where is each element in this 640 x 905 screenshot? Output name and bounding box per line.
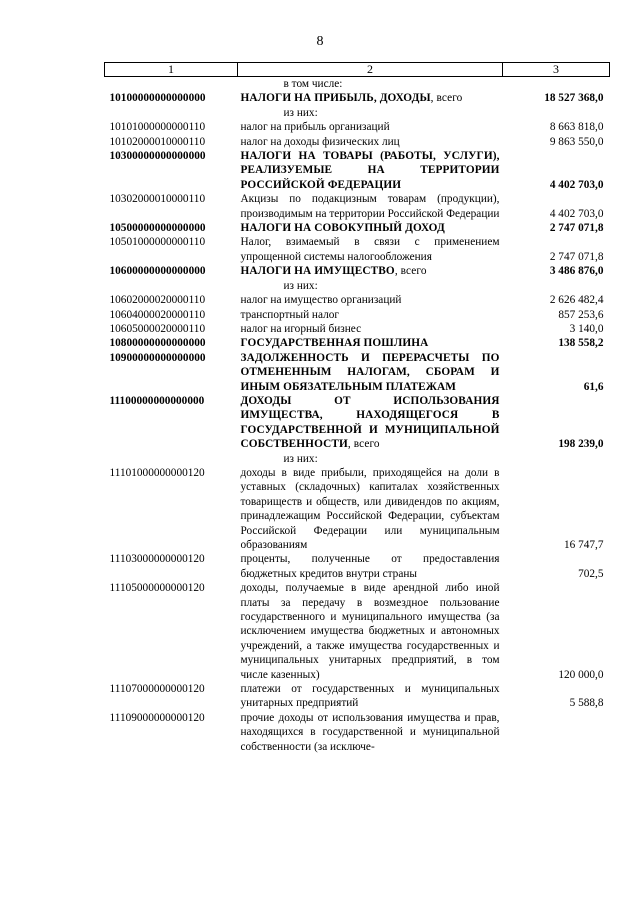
table-row [105,120,610,134]
row-name-cell [238,351,503,394]
row-name-cell [238,120,503,134]
row-code: 11100000000000000 [109,394,205,407]
row-name: налог на имущество организаций [240,294,402,307]
row-name-cell [238,552,503,581]
row-name-cell [238,135,503,149]
table-row [105,351,610,394]
row-name: Акцизы по подакцизным товарам (продукции), производимым на территории Российской Федерации [240,193,500,220]
row-name: прочие доходы от использования имущества и прав, находящихся в государственной и муниципальной собственности (за исключе- [240,711,500,753]
row-code: 10605000020000110 [109,322,206,335]
header-col-2: 2 [238,63,503,77]
row-name: проценты, полученные от предоставления бюджетных кредитов внутри страны [240,553,500,580]
row-name-cell [238,711,503,754]
subheading: из них: [283,452,318,465]
row-value: 702,5 [578,567,604,580]
row-value: 8 663 818,0 [549,121,604,134]
row-name: платежи от государственных и муниципальных унитарных предприятий [240,683,500,710]
table-row [105,711,610,754]
row-name: транспортный налог [240,308,340,321]
row-code: 10500000000000000 [109,222,206,235]
table-row [105,322,610,336]
row-name: налог на прибыль организаций [240,121,390,134]
row-name: НАЛОГИ НА СОВОКУПНЫЙ ДОХОД [240,222,445,235]
row-code: 10302000010000110 [109,193,206,206]
row-code: 10101000000000110 [109,121,206,134]
row-value: 16 747,7 [563,539,604,551]
row-name: налог на доходы физических лиц [240,135,400,148]
table-row [105,149,610,192]
row-value: 18 527 368,0 [544,92,604,105]
row-name-cell [238,149,503,192]
row-value: 198 239,0 [558,438,604,451]
row-value: 5 588,8 [569,697,604,710]
row-value: 138 558,2 [558,337,604,350]
row-name-cell [238,91,503,105]
table-header [105,63,610,77]
row-code: 11103000000000120 [109,553,205,566]
table-row [105,135,610,149]
row-code: 10102000010000110 [109,135,206,148]
header-col-3: 3 [503,63,610,77]
row-code: 11105000000000120 [109,582,205,595]
row-name-cell [238,682,503,711]
row-name-suffix: , всего [347,438,380,451]
table-row [105,264,610,278]
row-code: 10300000000000000 [109,150,206,163]
table-row [105,394,610,452]
row-value: 857 253,6 [558,308,604,321]
row-code: 10501000000000110 [109,236,206,249]
row-name: доходы в виде прибыли, приходящейся на доли в уставных (складочных) капиталах хозяйственных товариществ и обществ, или дивидендов по акциям, принадлежащим Российской Федерации, субъектам Российской Федерации или муниципальным образованиям [240,466,500,551]
row-name-cell [238,394,503,452]
row-name-cell [238,293,503,307]
row-name-cell [238,308,503,322]
top-note: в том числе: [283,78,343,90]
row-code: 11101000000000120 [109,466,205,479]
row-value: 3 140,0 [569,322,604,335]
row-name-suffix: , всего [394,265,427,278]
table-row [105,308,610,322]
row-code: 10800000000000000 [109,337,206,350]
row-name-cell [238,336,503,350]
subheading-row [105,279,610,293]
table-row [105,552,610,581]
row-name: ГОСУДАРСТВЕННАЯ ПОШЛИНА [240,337,429,350]
row-name-cell [238,466,503,552]
row-name-cell [238,235,503,264]
subheading: из них: [283,106,318,119]
page-number: 8 [316,34,324,49]
revenue-table [104,62,610,754]
header-col-1: 1 [105,63,238,77]
row-value: 4 402 703,0 [549,178,604,191]
subheading-row [105,106,610,120]
table-row [105,293,610,307]
row-name: НАЛОГИ НА ПРИБЫЛЬ, ДОХОДЫ [240,92,431,105]
table-row [105,336,610,350]
row-code: 11109000000000120 [109,711,205,724]
row-code: 10604000020000110 [109,308,206,321]
subheading-row [105,452,610,466]
row-name-cell [238,322,503,336]
table-row [105,91,610,105]
row-name: НАЛОГИ НА ТОВАРЫ (РАБОТЫ, УСЛУГИ), РЕАЛИЗУЕМЫЕ НА ТЕРРИТОРИИ РОССИЙСКОЙ ФЕДЕРАЦИИ [240,150,500,191]
table-row [105,581,610,682]
row-value: 120 000,0 [558,668,604,681]
table-row [105,235,610,264]
row-code: 10600000000000000 [109,265,206,278]
table-row [105,682,610,711]
row-name-cell [238,264,503,278]
row-code: 10100000000000000 [109,92,206,105]
row-name: НАЛОГИ НА ИМУЩЕСТВО [240,265,395,278]
table-body [105,77,610,755]
row-name-suffix: , всего [430,92,463,105]
subheading: из них: [283,279,318,292]
row-code: 10602000020000110 [109,294,206,307]
row-value: 2 747 071,8 [549,222,604,235]
row-value: 3 486 876,0 [549,265,604,278]
row-name: доходы, получаемые в виде арендной либо иной платы за передачу в возмездное пользование государственного и муниципального имущества (за исключением имущества бюджетных и автономных учреждений, а также имущества государственных и муниципальных унитарных предприятий, в том числе казенных) [240,582,500,681]
row-name-cell [238,581,503,682]
row-code: 10900000000000000 [109,351,206,364]
row-value: 4 402 703,0 [549,207,604,220]
table-row [105,192,610,221]
row-value: 61,6 [583,380,604,393]
row-name: Налог, взимаемый в связи с применением упрощенной системы налогообложения [240,236,500,263]
row-name: ЗАДОЛЖЕННОСТЬ И ПЕРЕРАСЧЕТЫ ПО ОТМЕНЕННЫМ НАЛОГАМ, СБОРАМ И ИНЫМ ОБЯЗАТЕЛЬНЫМ ПЛАТЕЖАМ [240,351,500,393]
table-row [105,466,610,552]
row-name: налог на игорный бизнес [240,322,362,335]
row-value: 2 747 071,8 [549,250,604,263]
row-value: 9 863 550,0 [549,135,604,148]
row-code: 11107000000000120 [109,683,205,696]
row-value [503,711,610,754]
row-name-cell [238,221,503,235]
row-name: ДОХОДЫ ОТ ИСПОЛЬЗОВАНИЯ ИМУЩЕСТВА, НАХОДЯЩЕГОСЯ В ГОСУДАРСТВЕННОЙ И МУНИЦИПАЛЬНОЙ СОБСТВЕННОСТИ [240,394,500,451]
top-note-row [105,77,610,92]
table-row [105,221,610,235]
row-value: 2 626 482,4 [549,294,604,307]
row-name-cell [238,192,503,221]
